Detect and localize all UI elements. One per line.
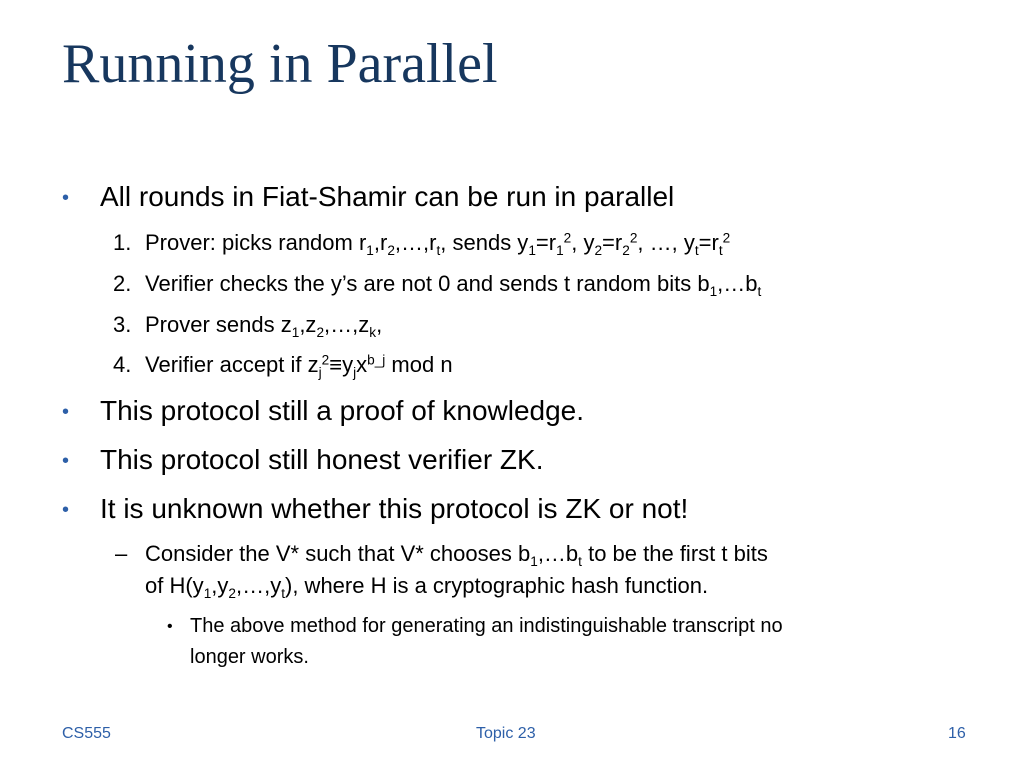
dash-icon: – [115, 541, 128, 566]
dash-text-line-2: of $H(y_1,y_2,\dots,y_t)$, where H is a cryptographic hash function. [145, 573, 709, 601]
footer-page-number: 16 [948, 725, 966, 742]
step-text: Verifier accept if $z_j^2\equiv y_jx^{b\_j}$ mod n [145, 352, 453, 380]
step-number: 2. [113, 271, 132, 296]
bullet-dot-icon: • [62, 450, 70, 472]
step-number: 3. [113, 312, 132, 337]
bullet-dot-icon: • [62, 187, 70, 209]
dash-text-line-1: Consider the V* such that V* chooses $b_1,\dots b_t$ to be the first t bits [145, 541, 768, 569]
slide-title: Running in Parallel [62, 33, 498, 95]
footer-topic: Topic 23 [476, 725, 536, 742]
bullet-dot-icon: • [62, 499, 70, 521]
sub-bullet-line-1: The above method for generating an indistinguishable transcript no [190, 615, 783, 637]
footer-course: CS555 [62, 725, 111, 742]
bullet-text: This protocol still a proof of knowledge. [100, 395, 585, 426]
small-bullet-icon: • [167, 618, 173, 635]
bullet-text: This protocol still honest verifier ZK. [100, 444, 544, 475]
step-text: Prover: picks random $r_1,r_2,\dots,r_t$, sends $y_1=r_1^2$, $y_2=r_2^2$, …, $y_t=r_t^2$ [145, 230, 731, 258]
bullet-dot-icon: • [62, 401, 70, 423]
step-text: Prover sends $z_1,z_2,\dots,z_k$, [145, 312, 383, 340]
sub-bullet-line-2: longer works. [190, 646, 309, 668]
bullet-text: It is unknown whether this protocol is ZK or not! [100, 493, 689, 524]
step-number: 4. [113, 352, 132, 377]
step-number: 1. [113, 230, 132, 255]
bullet-text: All rounds in Fiat-Shamir can be run in parallel [100, 181, 675, 212]
step-text: Verifier checks the y’s are not 0 and sends t random bits $b_1,\dots b_t$ [145, 271, 762, 299]
